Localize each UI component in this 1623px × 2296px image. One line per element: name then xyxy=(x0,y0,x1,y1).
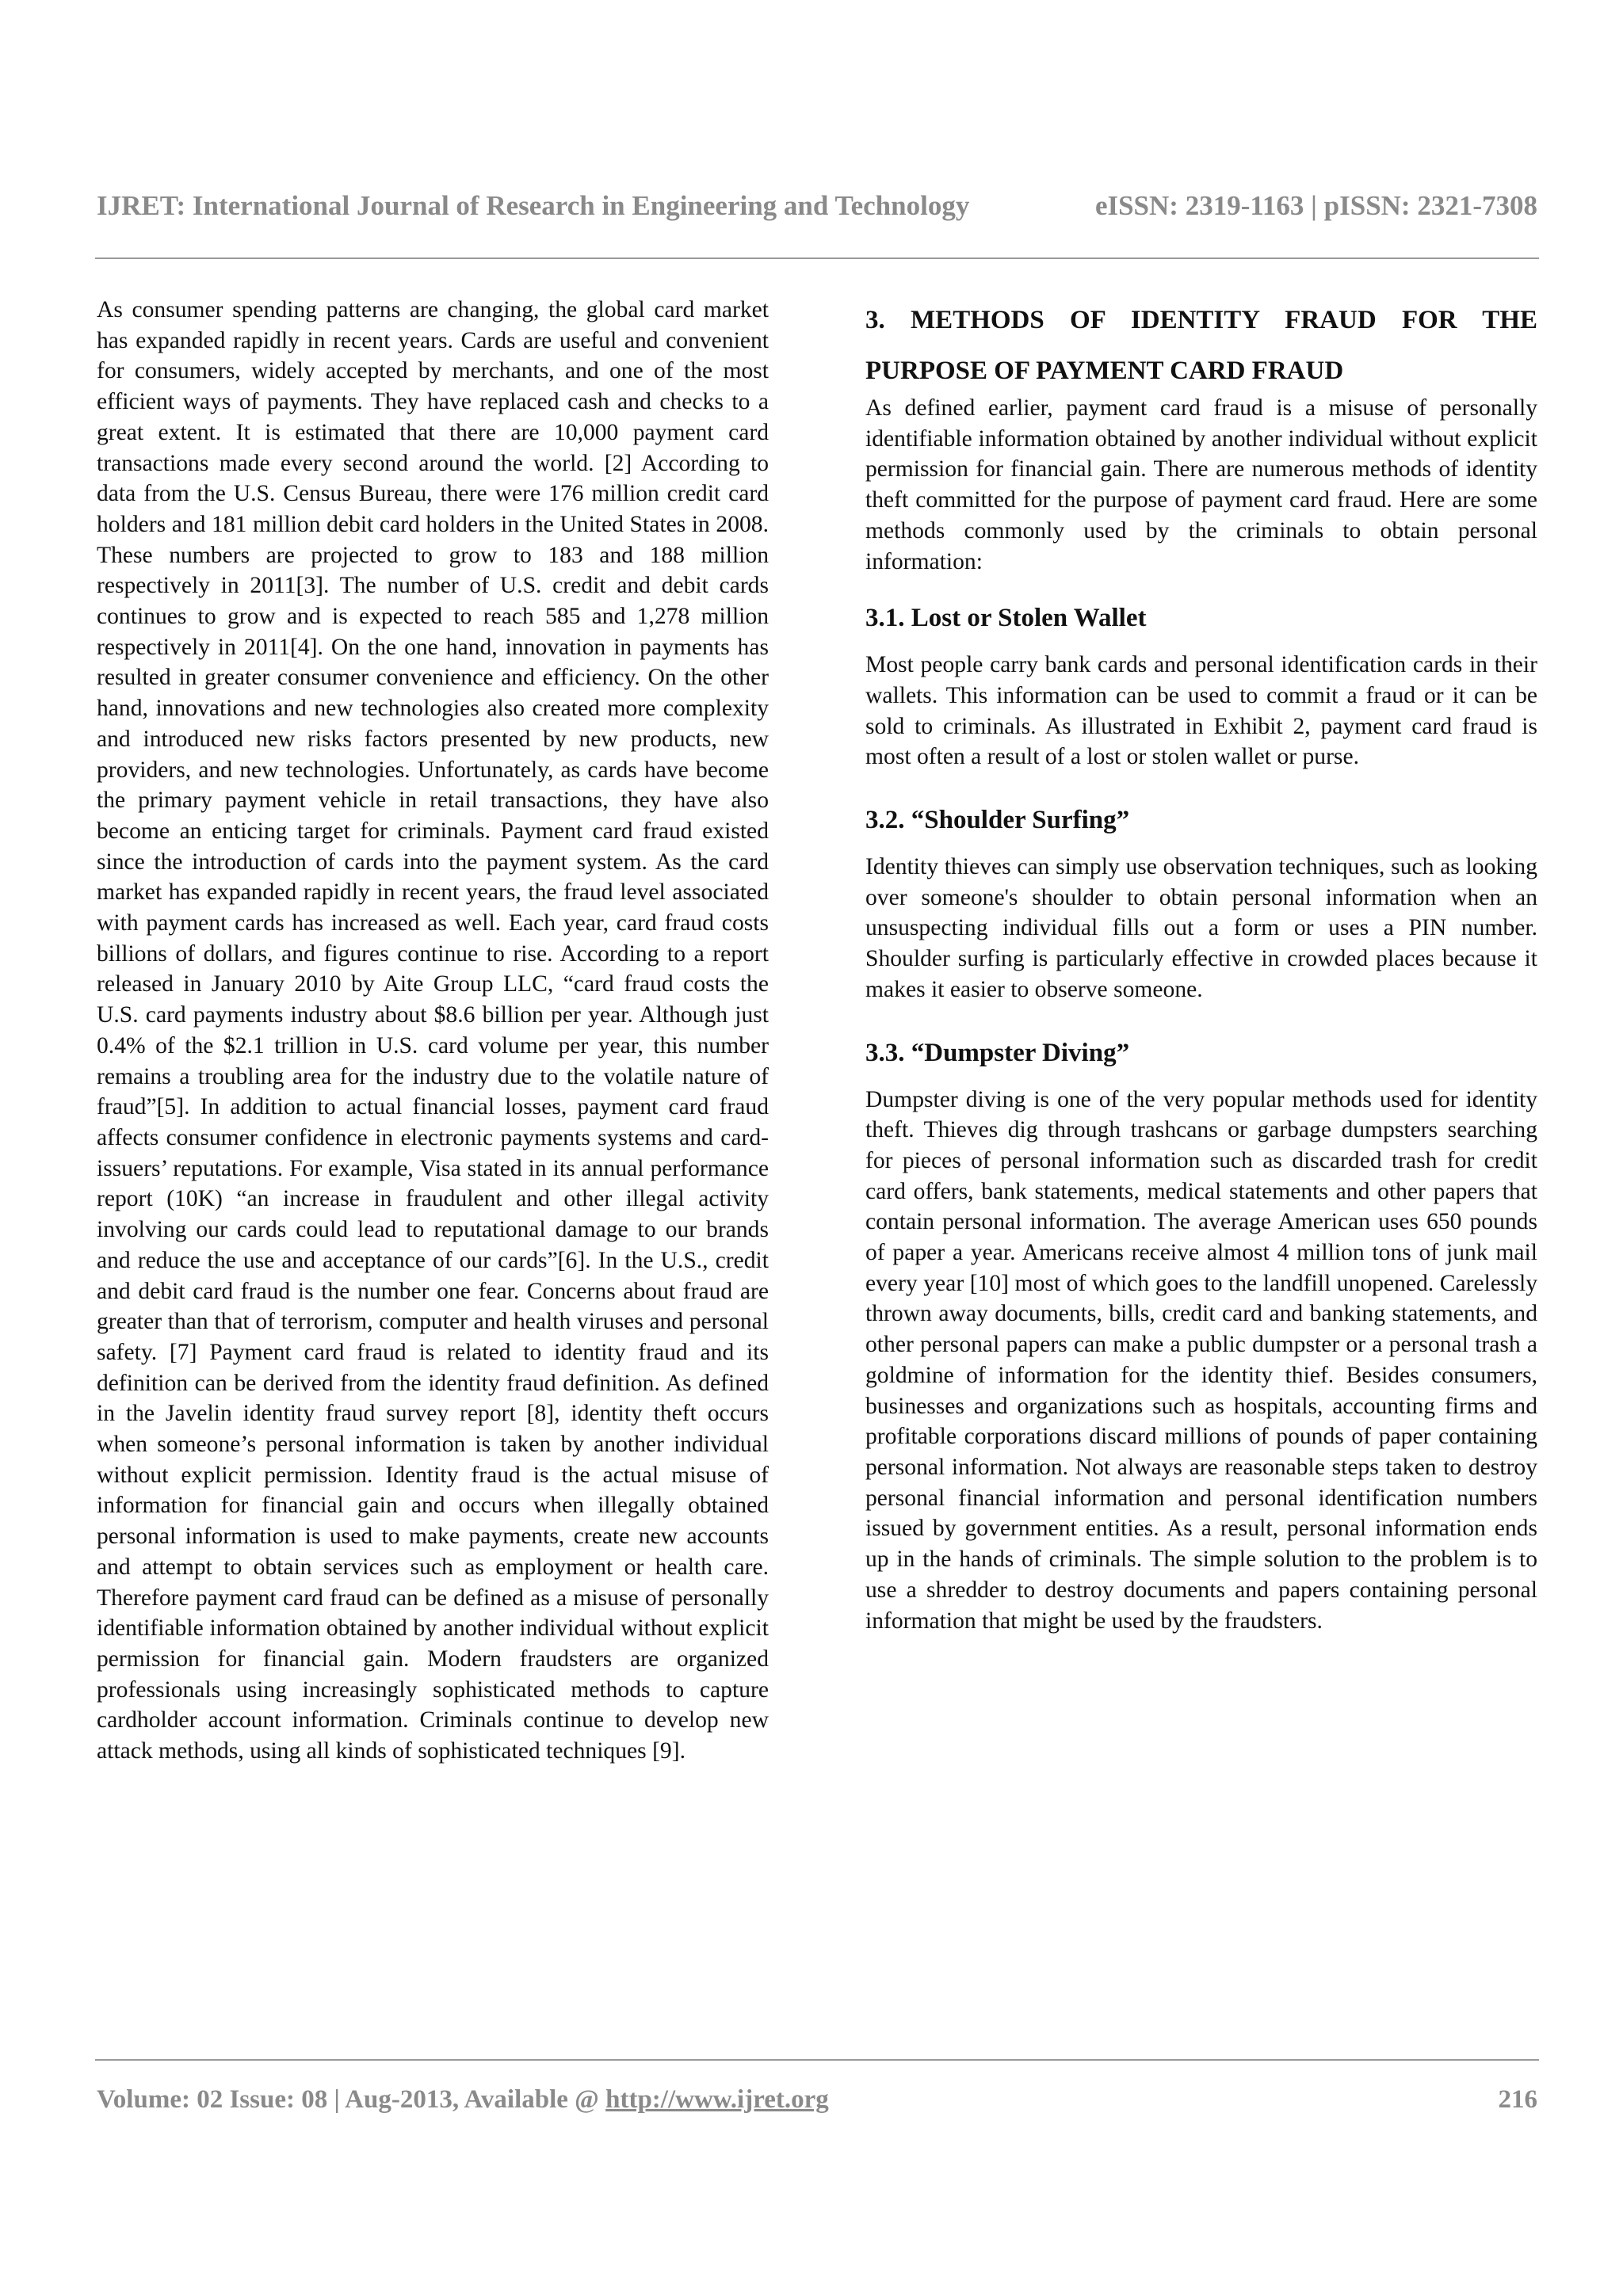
journal-link[interactable]: http://www.ijret.org xyxy=(605,2085,829,2114)
subsection-3-2-heading: 3.2. “Shoulder Surfing” xyxy=(865,806,1130,835)
left-column xyxy=(97,295,769,1767)
intro-paragraph: As consumer spending patterns are changing, the global card market has expanded rapidly in recent years. Cards are useful and convenient for consumers, widely accepted by merchants, and one of the most efficient ways of payments. They have replaced cash and checks to a great extent. It is estimated that there are 10,000 payment card transactions made every second around the world. [2] According to data from the U.S. Census Bureau, there were 176 million credit card holders and 181 million debit card holders in the United States in 2008. These numbers are projected to grow to 183 and 188 million respectively in 2011[3]. The number of U.S. credit and debit cards continues to grow and is expected to reach 585 and 1,278 million respectively in 2011[4]. On the one hand, innovation in payments has resulted in greater consumer convenience and efficiency. On the other hand, innovations and new technologies also created more complexity and introduced new risks factors presented by new products, new providers, and new technologies. Unfortunately, as cards have become the primary payment vehicle in retail transactions, they have also become an enticing target for criminals. Payment card fraud existed since the introduction of cards into the payment system. As the card market has expanded rapidly in recent years, the fraud level associated with payment cards has increased as well. Each year, card fraud costs billions of dollars, and figures continue to rise. According to a report released in January 2010 by Aite Group LLC, “card fraud costs the U.S. card payments industry about $8.6 billion per year. Although just 0.4% of the $2.1 trillion in U.S. card volume per year, this number remains a troubling area for the industry due to the volatile nature of fraud”[5]. In addition to actual financial losses, payment card fraud affects consumer confidence in electronic payments systems and card-issuers’ reputations. For example, Visa stated in its annual performance report (10K) “an increase in fraudulent and other illegal activity involving our cards could lead to reputational damage to our brands and reduce the use and acceptance of our cards”[6]. In the U.S., credit and debit card fraud is the number one fear. Concerns about fraud are greater than that of terrorism, computer and health viruses and personal safety. [7] Payment card fraud is related to identity fraud and its definition can be derived from the identity fraud definition. As defined in the Javelin identity fraud survey report [8], identity theft occurs when someone’s personal information is taken by another individual without explicit permission. Identity fraud is the actual misuse of information for financial gain and occurs when illegally obtained personal information is used to make payments, create new accounts and attempt to obtain services such as employment or health care. Therefore payment card fraud can be defined as a misuse of personally identifiable information obtained by another individual without explicit permission for financial gain. Modern fraudsters are organized professionals using increasingly sophisticated methods to capture cardholder account information. Criminals continue to develop new attack methods, using all kinds of sophisticated techniques [9]. xyxy=(97,297,769,1764)
footer-volume-info xyxy=(97,2085,829,2115)
subsection-3-2-text: Identity thieves can simply use observation techniques, such as looking over someone's shoulder to obtain personal information when an unsuspecting individual fills out a form or uses a PIN number. Shoulder surfing is particularly effective in crowded places because it makes it easier to observe someone. xyxy=(865,854,1537,1002)
page-number: 216 xyxy=(1498,2085,1537,2114)
right-column xyxy=(865,295,1537,1636)
subsection-3-1-heading: 3.1. Lost or Stolen Wallet xyxy=(865,604,1147,633)
section-3-heading-line1: 3. METHODS OF IDENTITY FRAUD FOR THE xyxy=(865,306,1537,334)
section-3-intro: As defined earlier, payment card fraud is a misuse of personally identifiable information obtained by another individual without explicit permission for financial gain. There are numerous methods of identity theft committed for the purpose of payment card fraud. Here are some methods commonly used by the criminals to obtain personal information: xyxy=(865,395,1537,574)
subsection-3-1-text: Most people carry bank cards and personal identification cards in their wallets. This information can be used to commit a fraud or it can be sold to criminals. As illustrated in Exhibit 2, payment card fraud is most often a result of a lost or stolen wallet or purse. xyxy=(865,652,1537,770)
section-3-heading-line2: PURPOSE OF PAYMENT CARD FRAUD xyxy=(865,357,1344,385)
page-header xyxy=(97,190,1537,222)
footer-volume-text: Volume: 02 Issue: 08 | Aug-2013, Available @ xyxy=(97,2085,606,2114)
issn-info: eISSN: 2319-1163 | pISSN: 2321-7308 xyxy=(1094,190,1537,221)
journal-title: IJRET: International Journal of Research in Engineering and Technology xyxy=(97,190,970,221)
subsection-3-3-heading: 3.3. “Dumpster Diving” xyxy=(865,1038,1130,1067)
subsection-3-3-text: Dumpster diving is one of the very popular methods used for identity theft. Thieves dig through trashcans or garbage dumpsters searching for pieces of personal information such as discarded trash for credit card offers, bank statements, medical statements and other papers that contain personal information. The average American uses 650 pounds of paper a year. Americans receive almost 4 million tons of junk mail every year [10] most of which goes to the landfill unopened. Carelessly thrown away documents, bills, credit card and banking statements, and other personal papers can make a public dumpster or a personal trash a goldmine of information for the identity thief. Besides consumers, businesses and organizations such as hospitals, accounting firms and profitable corporations discard millions of pounds of paper containing personal information. Not always are reasonable steps taken to destroy personal financial information and personal identification numbers issued by government entities. As a result, personal information ends up in the hands of criminals. The simple solution to the problem is to use a shredder to destroy documents and papers containing personal information that might be used by the fraudsters. xyxy=(865,1086,1537,1634)
page-footer xyxy=(97,2085,1537,2115)
section-3-heading xyxy=(865,295,1537,396)
header-divider xyxy=(95,257,1539,259)
footer-divider xyxy=(95,2059,1539,2061)
